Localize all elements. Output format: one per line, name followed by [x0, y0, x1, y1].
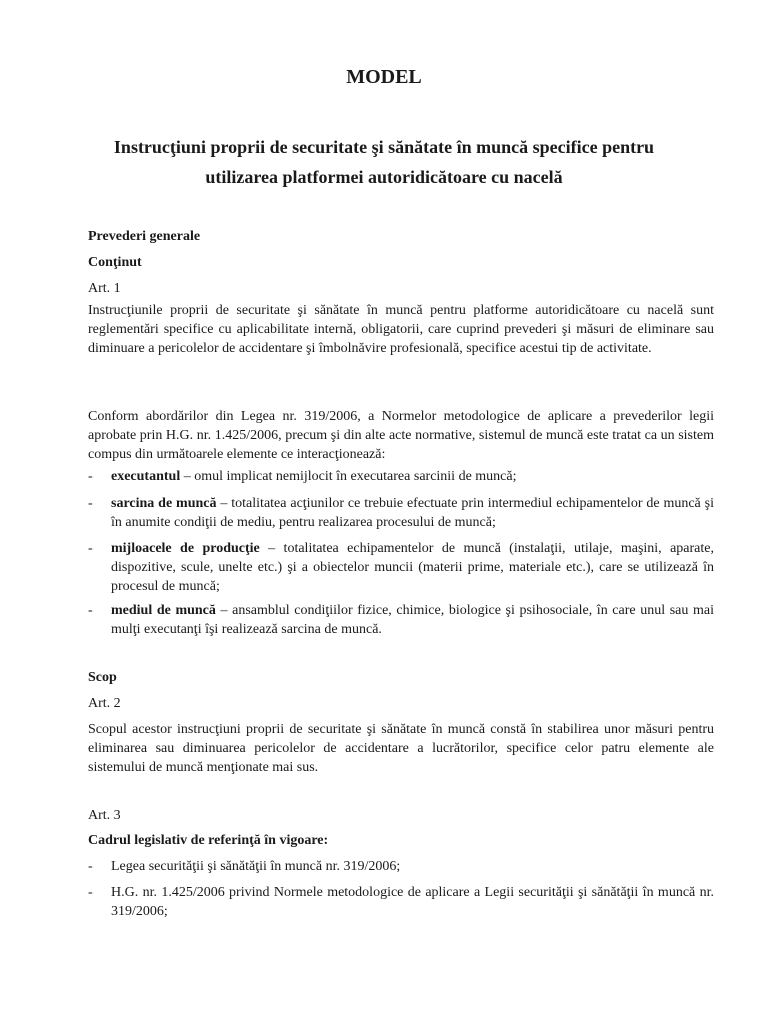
list-dash: -	[88, 496, 93, 511]
document-title: MODEL	[346, 66, 422, 88]
section-subheading-content: Conţinut	[88, 255, 142, 270]
section-heading-general: Prevederi generale	[88, 229, 201, 244]
list-item	[88, 857, 714, 876]
list-item	[88, 883, 714, 921]
document-subtitle	[60, 132, 708, 192]
list-definition: – ansamblul condiţiilor fizice, chimice, biologice şi psihosociale, în care unul sau mai mulţi executanţi îşi realizează sarcina de muncă.	[111, 603, 714, 637]
list-definition: – totalitatea acţiunilor ce trebuie efectuate prin intermediul echipamentelor de muncă şi în anumite condiţii de mediu, pentru realizarea procesului de muncă;	[111, 496, 714, 530]
list-term: mediul de muncă	[111, 603, 216, 618]
list-text: Legea securităţii şi sănătăţii în muncă nr. 319/2006;	[111, 859, 401, 874]
list-term: sarcina de muncă	[111, 496, 217, 511]
list-dash: -	[88, 603, 93, 618]
list-item	[88, 539, 714, 596]
conform-paragraph: Conform abordărilor din Legea nr. 319/2006, a Normelor metodologice de aplicare a prevederilor legii aprobate prin H.G. nr. 1.425/2006, precum şi din alte acte normative, sistemul de muncă este tratat ca un sistem compus din următoarele elemente ce interacţionează:	[88, 409, 714, 462]
art3-label: Art. 3	[88, 808, 121, 823]
list-dash: -	[88, 469, 93, 484]
art1-paragraph: Instrucţiunile proprii de securitate şi sănătate în muncă pentru platforme autoridicătoare cu nacelă sunt reglementări specifice cu aplicabilitate internă, obligatorii, care cuprind prevederi şi măsuri de eliminare sau diminuare a pericolelor de accidentare şi îmbolnăvire profesională, specifice acestui tip de activitate.	[88, 303, 714, 356]
art1-label: Art. 1	[88, 281, 121, 296]
list-item	[88, 601, 714, 639]
list-item	[88, 467, 714, 486]
art2-label: Art. 2	[88, 696, 121, 711]
subtitle-line-1: Instrucţiuni proprii de securitate şi sănătate în muncă specifice pentru	[113, 137, 655, 157]
list-definition: – totalitatea echipamentelor de muncă (instalaţii, utilaje, maşini, aparate, dispozitive, scule, unelte etc.) şi a obiectelor muncii (materii prime, materiale etc.), care se utilizează în procesul de muncă;	[111, 541, 714, 594]
section-heading-scope: Scop	[88, 670, 117, 685]
list-term: executantul	[111, 469, 181, 484]
art3-heading: Cadrul legislativ de referinţă în vigoare:	[88, 833, 329, 848]
list-item	[88, 494, 714, 532]
list-dash: -	[88, 859, 93, 874]
subtitle-line-2: utilizarea platformei autoridicătoare cu nacelă	[205, 167, 563, 187]
art2-paragraph: Scopul acestor instrucţiuni proprii de securitate şi sănătate în muncă constă în stabilirea unor măsuri pentru eliminarea sau diminuarea pericolelor de accidentare a lucrătorilor, specifice celor patru elemente ale sistemului de muncă menţionate mai sus.	[88, 722, 714, 775]
list-dash: -	[88, 885, 93, 900]
list-definition: – omul implicat nemijlocit în executarea sarcinii de muncă;	[180, 469, 517, 484]
list-text: H.G. nr. 1.425/2006 privind Normele metodologice de aplicare a Legii securităţii şi sănătăţii în muncă nr. 319/2006;	[111, 885, 714, 919]
list-term: mijloacele de producţie	[111, 541, 260, 556]
list-dash: -	[88, 541, 93, 556]
